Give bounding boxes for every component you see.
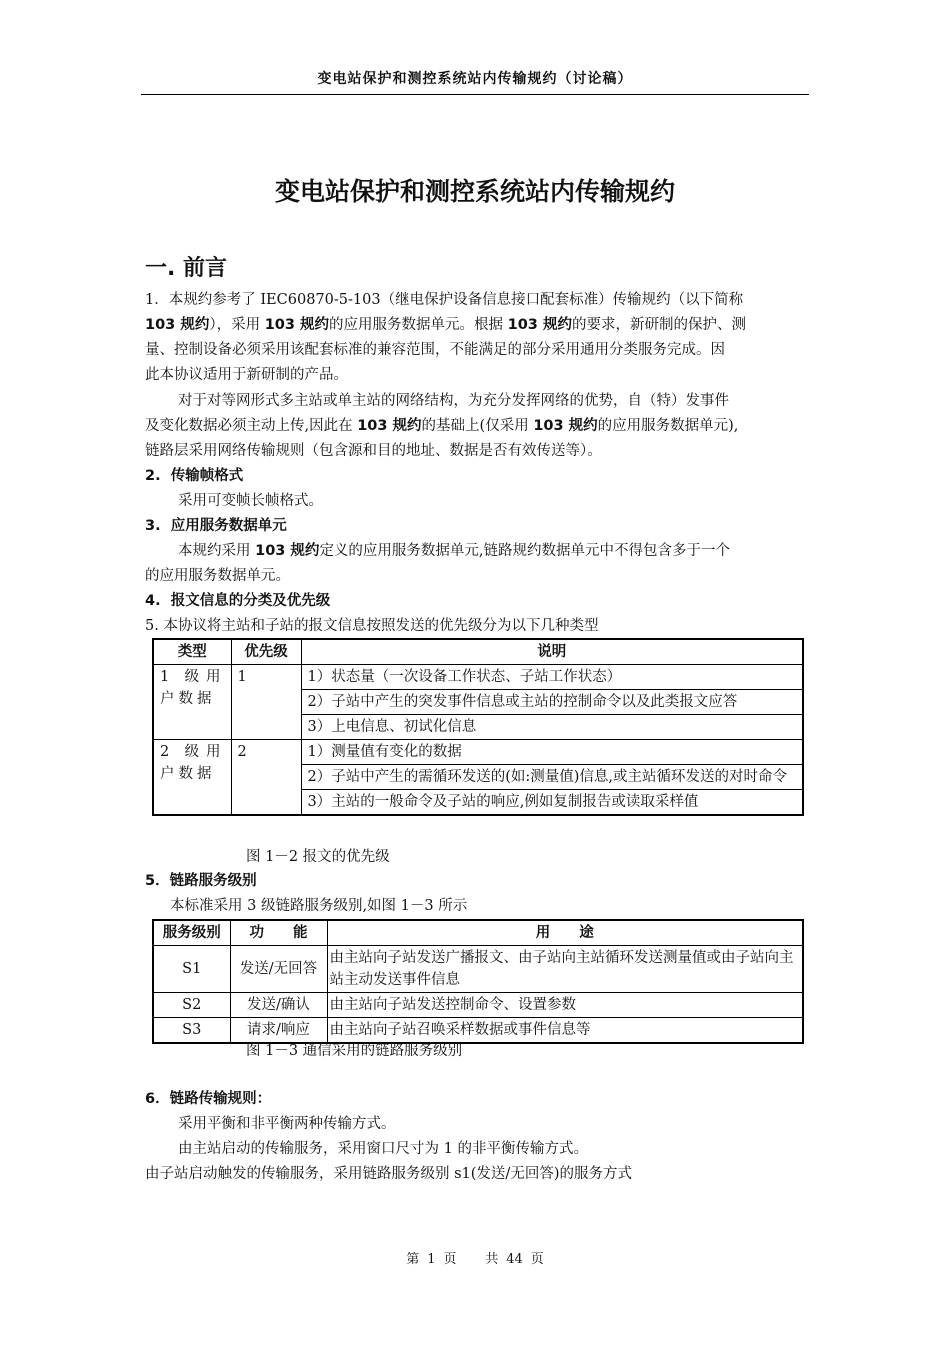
section-2-body: 采用可变帧长帧格式。	[178, 493, 323, 509]
section-title: 应用服务数据单元	[170, 518, 287, 534]
section-5-intro: 5. 本协议将主站和子站的报文信息按照发送的优先级分为以下几种类型	[145, 618, 599, 634]
bold-term: 103 规约	[533, 418, 598, 434]
priority-cell: 1	[231, 665, 301, 740]
text-run: ），采用	[209, 317, 265, 333]
text-run: 的基础上(仅采用	[421, 418, 534, 434]
description-cell: 3）主站的一般命令及子站的响应,例如复制报告或读取采样值	[301, 790, 803, 816]
bold-term: 103 规约	[255, 543, 320, 559]
section-title: 传输帧格式	[170, 468, 244, 484]
page-unit: 页	[443, 1252, 457, 1267]
type-cell: 2 级用户数据	[153, 740, 231, 816]
type-cell: 1 级用户数据	[153, 665, 231, 740]
p1-line2	[145, 313, 807, 338]
table-1-caption: 图 1－2 报文的优先级	[246, 849, 390, 865]
section-5-link-heading: 5．链路服务级别	[145, 873, 257, 889]
section-3-body-line1	[145, 539, 807, 564]
text-run: 及变化数据必须主动上传,因此在	[145, 418, 358, 434]
section-2-heading	[145, 464, 807, 489]
page-label: 第	[406, 1252, 420, 1267]
table-row	[153, 946, 803, 993]
text-run: 定义的应用服务数据单元,链路规约数据单元中不得包含多于一个	[319, 543, 731, 559]
column-header: 说明	[301, 639, 803, 665]
bold-term: 103 规约	[507, 317, 572, 333]
table-2-caption: 图 1－3 通信采用的链路服务级别	[246, 1043, 463, 1059]
function-cell: 发送/无回答	[230, 946, 327, 993]
p1-line1: 1．本规约参考了 IEC60870-5-103（继电保护设备信息接口配套标准）传输规约（以下简称	[145, 292, 744, 308]
table-header-row	[153, 920, 803, 946]
section-number: 3.	[145, 518, 161, 534]
running-header: 变电站保护和测控系统站内传输规约（讨论稿）	[317, 71, 633, 87]
description-cell: 1）状态量（一次设备工作状态、子站工作状态）	[301, 665, 803, 690]
column-header: 类型	[153, 639, 231, 665]
text-run: 的要求，新研制的保护、测	[571, 317, 746, 333]
page-number: 1	[427, 1252, 436, 1267]
column-header: 优先级	[231, 639, 301, 665]
column-header: 功 能	[230, 920, 327, 946]
section-number: 2.	[145, 468, 161, 484]
total-unit: 页	[530, 1252, 544, 1267]
section-3-heading	[145, 514, 807, 539]
column-header: 服务级别	[153, 920, 230, 946]
p2-line3: 链路层采用网络传输规则（包含源和目的地址、数据是否有效传送等）。	[145, 443, 602, 459]
function-cell: 发送/确认	[230, 993, 327, 1018]
bold-term: 103 规约	[145, 317, 210, 333]
description-cell: 3）上电信息、初试化信息	[301, 715, 803, 740]
section-number: 4.	[145, 593, 161, 609]
section-heading-preface: 一. 前言	[145, 256, 228, 281]
description-cell: 2）子站中产生的突发事件信息或主站的控制命令以及此类报文应答	[301, 690, 803, 715]
p2-line2	[145, 414, 807, 439]
table-row	[153, 993, 803, 1018]
table-row	[153, 665, 803, 690]
p1-line4: 此本协议适用于新研制的产品。	[145, 367, 348, 383]
link-service-table	[152, 919, 804, 1044]
usage-cell: 由主站向子站发送广播报文、由子站向主站循环发送测量值或由子站向主站主动发送事件信息	[327, 946, 803, 993]
table-header-row	[153, 639, 803, 665]
bold-term: 103 规约	[357, 418, 422, 434]
text-run: 的应用服务数据单元。根据	[329, 317, 508, 333]
page-footer	[0, 1248, 950, 1267]
section-6-line3: 由子站启动触发的传输服务，采用链路服务级别 s1(发送/无回答)的服务方式	[145, 1166, 632, 1182]
total-pages: 44	[506, 1252, 523, 1267]
section-5-link-body: 本标准采用 3 级链路服务级别,如图 1－3 所示	[170, 898, 468, 914]
text-run: 的应用服务数据单元),	[597, 418, 739, 434]
section-4-heading	[145, 589, 807, 614]
table-row	[153, 740, 803, 765]
section-6-line2: 由主站启动的传输服务，采用窗口尺寸为 1 的非平衡传输方式。	[178, 1141, 588, 1157]
section-6-heading: 6．链路传输规则：	[145, 1091, 272, 1107]
priority-table	[152, 638, 804, 816]
description-cell: 1）测量值有变化的数据	[301, 740, 803, 765]
usage-cell: 由主站向子站召唤采样数据或事件信息等	[327, 1018, 803, 1044]
header-divider	[141, 94, 809, 95]
priority-cell: 2	[231, 740, 301, 816]
level-cell: S3	[153, 1018, 230, 1044]
p2-line1: 对于对等网形式多主站或单主站的网络结构，为充分发挥网络的优势，自（特）发事件	[178, 393, 729, 409]
section-3-body-line2: 的应用服务数据单元。	[145, 568, 290, 584]
level-cell: S1	[153, 946, 230, 993]
p1-line3: 量、控制设备必须采用该配套标准的兼容范围，不能满足的部分采用通用分类服务完成。因	[145, 342, 725, 358]
section-title: 报文信息的分类及优先级	[170, 593, 331, 609]
section-6-line1: 采用平衡和非平衡两种传输方式。	[178, 1116, 396, 1132]
usage-cell: 由主站向子站发送控制命令、设置参数	[327, 993, 803, 1018]
description-cell: 2）子站中产生的需循环发送的(如:测量值)信息,或主站循环发送的对时命令	[301, 765, 803, 790]
bold-term: 103 规约	[264, 317, 330, 333]
level-cell: S2	[153, 993, 230, 1018]
document-title: 变电站保护和测控系统站内传输规约	[274, 177, 675, 206]
text-run: 本规约采用	[178, 543, 256, 559]
total-label: 共	[485, 1252, 499, 1267]
function-cell: 请求/响应	[230, 1018, 327, 1044]
column-header: 用 途	[327, 920, 803, 946]
